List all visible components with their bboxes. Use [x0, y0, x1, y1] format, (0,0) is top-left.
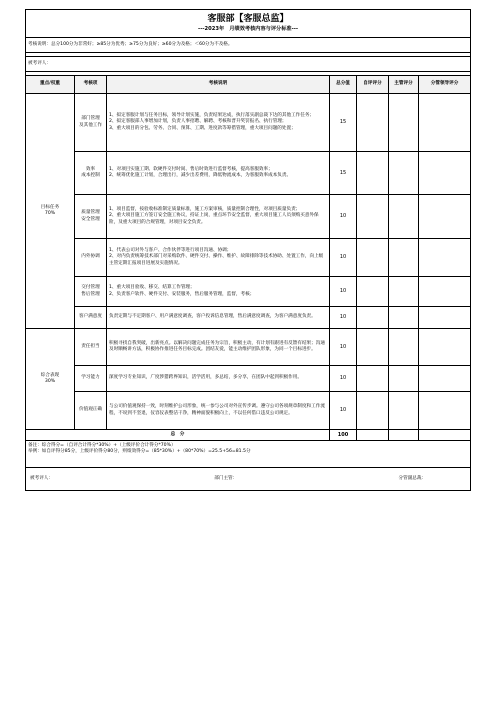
criteria-description: 1、重大项目验收、移交、结算工作管理； 2、负责客户软件、硬件交付、安装服务，售后服务管理，监督，考核； — [107, 277, 330, 307]
criteria-max-score: 10 — [330, 366, 357, 392]
criteria-item: 客户满意度 — [75, 307, 107, 329]
assessee-label: 被考评人： — [26, 57, 471, 72]
supervisor-score-cell[interactable] — [389, 307, 419, 329]
self-score-cell[interactable] — [357, 195, 389, 239]
supervisor-score-cell[interactable] — [389, 239, 419, 277]
criteria-max-score: 10 — [330, 277, 357, 307]
total-manager-cell[interactable] — [419, 430, 471, 441]
criteria-row — [26, 195, 471, 239]
criteria-max-score: 10 — [330, 195, 357, 239]
supervisor-score-cell[interactable] — [389, 195, 419, 239]
total-label: 总 分 — [26, 430, 330, 441]
header-desc: 考核说明 — [107, 76, 330, 94]
criteria-description: 积极寻找自我突破，出新亮点。以解决问题完成任务为宗旨，积极主动，有计划有跟进有反馈有结果；沟通及时顺畅讲方法，积极协作推进任务目标完成。团结友爱，能主动维护团队形象，为同一个目标进步。 — [107, 329, 330, 366]
appraisal-table — [25, 9, 471, 491]
header-item: 考核项 — [75, 76, 107, 94]
criteria-description: 1、项目监督，按验收标准制定质量标准，施工方案审核，质量控制合理性，对项目质量负责； 2、重大项目施工方签订安全施工协议，持证上岗，重点环节安全监督，重大项目施工人员须购买意外保险，及重大项目的合规管理，对项目安全负责。 — [107, 195, 330, 239]
header-total: 总分值 — [330, 76, 357, 94]
signature-cell — [26, 468, 471, 491]
criteria-item: 价值观正确 — [75, 392, 107, 430]
note-line: 备注：综合得分=（自评合计得分*30%）+（上级评价合计得分*70%） — [28, 443, 176, 448]
signature-vp[interactable]: 分管副总裁： — [398, 475, 427, 481]
criteria-item: 学习能力 — [75, 366, 107, 392]
self-score-cell[interactable] — [357, 392, 389, 430]
page-title: 客服部【客服总监】 — [207, 14, 289, 24]
supervisor-score-cell[interactable] — [389, 152, 419, 195]
supervisor-score-cell[interactable] — [389, 329, 419, 366]
total-self-cell[interactable] — [357, 430, 389, 441]
header-weight: 重点/权重 — [26, 76, 75, 94]
criteria-item: 效率 成本控制 — [75, 152, 107, 195]
criteria-max-score: 15 — [330, 152, 357, 195]
criteria-row — [26, 277, 471, 307]
criteria-row — [26, 329, 471, 366]
header-self-score: 自评评分 — [357, 76, 389, 94]
manager-score-cell[interactable] — [419, 94, 471, 152]
criteria-row — [26, 239, 471, 277]
criteria-item: 交付管理 售后管理 — [75, 277, 107, 307]
group-weight-cell: 综合表现 30% — [26, 329, 75, 430]
notes-cell — [26, 441, 471, 468]
manager-score-cell[interactable] — [419, 366, 471, 392]
criteria-row — [26, 152, 471, 195]
manager-score-cell[interactable] — [419, 307, 471, 329]
manager-score-cell[interactable] — [419, 392, 471, 430]
criteria-item: 内外协调 — [75, 239, 107, 277]
criteria-item: 部门管理 及其他工作 — [75, 94, 107, 152]
supervisor-score-cell[interactable] — [389, 392, 419, 430]
header-manager-score: 分管领导评分 — [419, 76, 471, 94]
self-score-cell[interactable] — [357, 307, 389, 329]
total-supervisor-cell[interactable] — [389, 430, 419, 441]
title-block — [26, 10, 471, 35]
criteria-item: 责任担当 — [75, 329, 107, 366]
appraisal-form — [25, 9, 470, 491]
group-weight-cell: 目标任务 70% — [26, 94, 75, 329]
manager-score-cell[interactable] — [419, 277, 471, 307]
header-supervisor-score: 主管评分 — [389, 76, 419, 94]
rating-standard: 考核说明：总分100分为非常好；≥85分为优秀；≥75分为良好；≥60分为及格；＜60分为不及格。 — [26, 38, 471, 53]
criteria-description: 1、代表公司对外与客户、合作伙伴等进行项目沟通、协调； 2、对内负责统筹技术部门对采购软件、硬件交付、操作、维护、故障排除等技术协助、处置工作，向上级主管定期汇报项目进展及实施情况。 — [107, 239, 330, 277]
criteria-max-score: 15 — [330, 94, 357, 152]
criteria-row — [26, 392, 471, 430]
self-score-cell[interactable] — [357, 366, 389, 392]
self-score-cell[interactable] — [357, 94, 389, 152]
signature-assessee[interactable]: 被考评人： — [30, 475, 53, 481]
manager-score-cell[interactable] — [419, 329, 471, 366]
supervisor-score-cell[interactable] — [389, 94, 419, 152]
criteria-row — [26, 94, 471, 152]
criteria-row — [26, 366, 471, 392]
criteria-description: 1、拟定客服计划与任务目标，领导计划实施，负责结果达成，执行落实副总裁下达的其他工作任务； 2、拟定客服部人事增加计划，负责人事招聘、解聘、考核和晋升奖罚报名、执行管理； 3、重大项目的分包、劳务、合同、预算、工期、进度款等筹措管理，重大项目问题的处置； — [107, 94, 330, 152]
total-row — [26, 430, 471, 441]
manager-score-cell[interactable] — [419, 195, 471, 239]
criteria-description: 负责定期与不定期客户、用户满意度调查，客户投诉信息管理，售后满意度调查，为客户满意度负责。 — [107, 307, 330, 329]
criteria-description: 深度学习专业知识，广度涉猎跨界知识，活学活用，多总结，多分享，在团队中起到积极作用。 — [107, 366, 330, 392]
criteria-max-score: 10 — [330, 307, 357, 329]
manager-score-cell[interactable] — [419, 239, 471, 277]
page-subtitle: ---2023年 月绩效考核内容与评分标准--- — [198, 26, 299, 32]
criteria-description: 与公司价值观保持一致，时刻维护公司形象，统一参与公司对外宣传步调。遵守公司各项规章制度和工作流程，不说到不坚退，仪容仪表整洁干净，精神面貌积极向上，不以任何借口违反公司规定。 — [107, 392, 330, 430]
criteria-row — [26, 307, 471, 329]
criteria-max-score: 10 — [330, 239, 357, 277]
signature-row — [26, 468, 471, 491]
criteria-max-score: 10 — [330, 392, 357, 430]
self-score-cell[interactable] — [357, 152, 389, 195]
self-score-cell[interactable] — [357, 329, 389, 366]
supervisor-score-cell[interactable] — [389, 366, 419, 392]
supervisor-score-cell[interactable] — [389, 277, 419, 307]
criteria-max-score: 10 — [330, 329, 357, 366]
note-line: 举例：如自评得分85分，上级评价得分80分，则绩效得分=（85*30%）+（80*70%）=25.5+56=81.5分 — [28, 449, 251, 455]
criteria-description: 1、对项目实施工期、软硬件交付时间、售后时效进行监督考核，提高客服效率； 2、统筹优化施工计划，合理出行，减少出差费用，降低物流成本，为客服效率成本负责。 — [107, 152, 330, 195]
notes-row — [26, 441, 471, 468]
criteria-item: 质量管理 安全管理 — [75, 195, 107, 239]
header-row — [26, 76, 471, 94]
signature-dept-head[interactable]: 部门主管： — [214, 475, 238, 481]
manager-score-cell[interactable] — [419, 152, 471, 195]
self-score-cell[interactable] — [357, 239, 389, 277]
self-score-cell[interactable] — [357, 277, 389, 307]
total-value: 100 — [330, 430, 357, 441]
